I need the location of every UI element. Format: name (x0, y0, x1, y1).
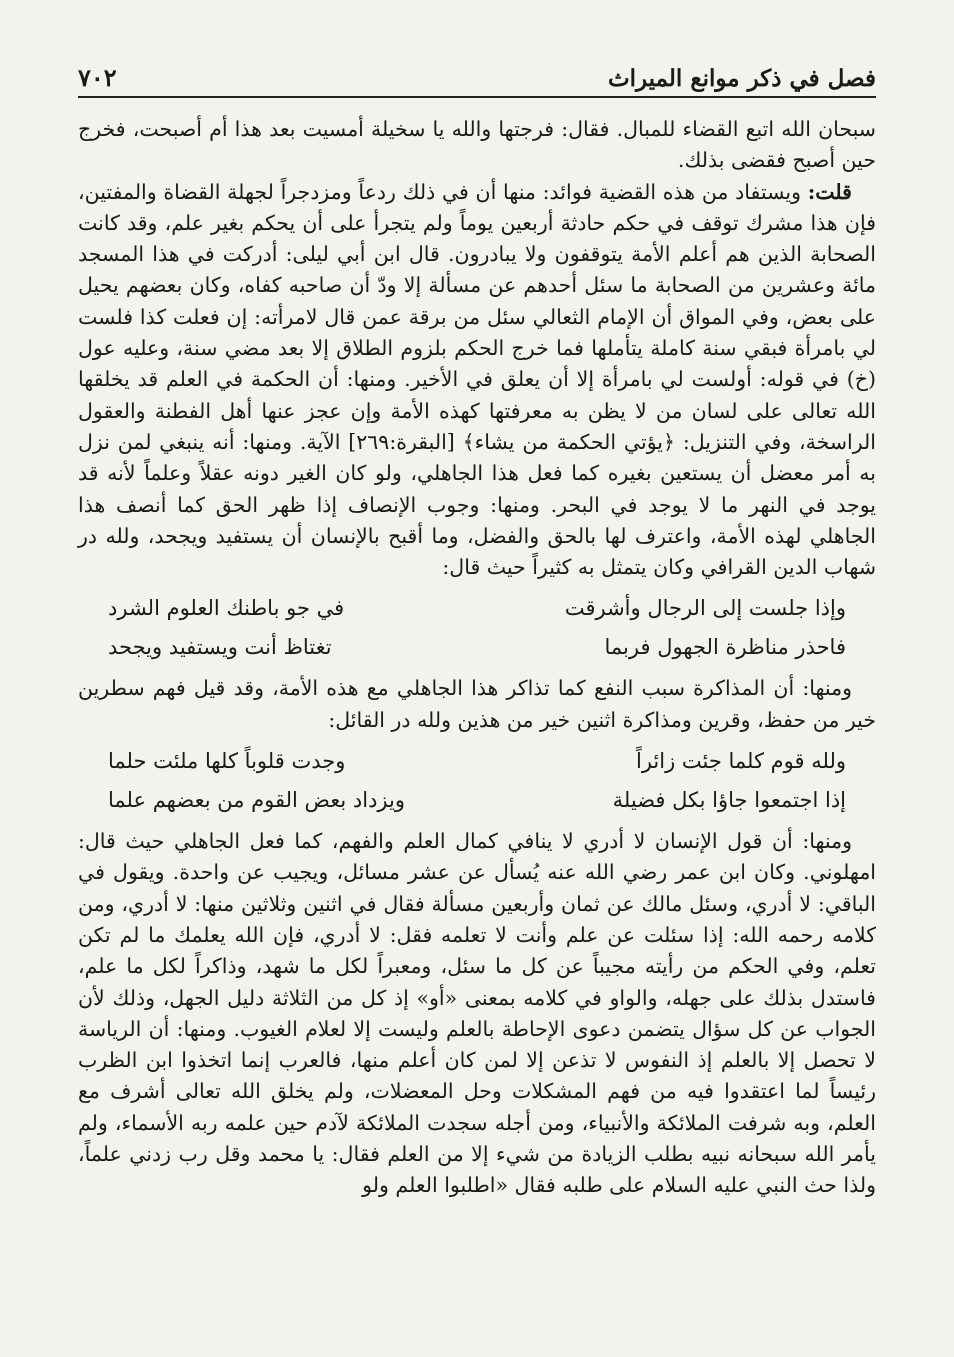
running-title: فصل في ذكر موانع الميراث (607, 65, 876, 92)
verse-line (78, 781, 876, 820)
verse-first-hemistich: وإذا جلست إلى الرجال وأشرقت (564, 596, 846, 621)
verse-first-hemistich: فاحذر مناظرة الجهول فربما (604, 635, 846, 660)
paragraph-2 (78, 177, 876, 584)
verse-second-hemistich: تغتاظ أنت ويستفيد ويجحد (108, 635, 332, 660)
verse-first-hemistich: ولله قوم كلما جئت زائراً (635, 748, 846, 773)
paragraph-3: ومنها: أن المذاكرة سبب النفع كما تذاكر هذا الجاهلي مع هذه الأمة، وقد قيل فهم سطرين خير من حفظ، وقرين ومذاكرة اثنين خير من هذين ولله در القائل: (78, 676, 876, 732)
verse-second-hemistich: وجدت قلوباً كلها ملئت حلما (108, 748, 346, 773)
poem-1 (78, 589, 876, 667)
paragraph-2-lead: قلت: (807, 179, 852, 204)
paragraph-2-text: ويستفاد من هذه القضية فوائد: منها أن في ذلك ردعاً ومزدجراً لجهلة القضاة والمفتين، فإن هذا مشرك توقف في حكم حادثة أربعين يوماً ولم يتجرأ على أن يحكم بغير علم، وقد كانت الصحابة الذين هم أعلم الأمة يتوقفون ولا يبادرون. قال ابن أبي ليلى: أدركت في هذا المسجد مائة وعشرين من الصحابة ما سئل أحدهم عن مسألة إلا ودّ أن صاحبه كفاه، وكان بعضهم يحيل على بعض، وفي المواق أن الإمام الثعالي سئل من برقة عمن قال لامرأته: إن فعلت كذا فلست لي بامرأة فبقي سنة كاملة يتأملها فما خرج الحكم بلزوم الطلاق إلا بعد مضي سنة، وعليه عول (خ) في قوله: أولست لي بامرأة إلا أن يعلق في الأخير. ومنها: أن الحكمة في العلم قد يخلقها الله تعالى على لسان من لا يظن به معرفتها كهذه الأمة وإن عجز عنها أهل الفطنة والعقول الراسخة، وفي التنزيل: ﴿يؤتي الحكمة من يشاء﴾ [البقرة:٢٦٩] الآية. ومنها: أنه ينبغي لمن نزل به أمر معضل أن يستعين بغيره كما فعل هذا الجاهلي، ولو كان الغير دونه عقلاً وعلماً لأنه قد يوجد في النهر ما لا يوجد في البحر. ومنها: وجوب الإنصاف إذا ظهر الحق كما أنصف هذا الجاهلي لهذه الأمة، واعترف لها بالحق والفضل، وما أقبح بالإنسان أن يستفيد ويجحد، ولله در شهاب الدين القرافي وكان يتمثل به كثيراً حيث قال: (78, 179, 876, 580)
paragraph-4: ومنها: أن قول الإنسان لا أدري لا ينافي كمال العلم والفهم، كما فعل الجاهلي حيث قال: امهلوني. وكان ابن عمر رضي الله عنه يُسأل عن عشر مسائل، ويجيب عن واحدة. ويقول في الباقي: لا أدري، وسئل مالك عن ثمان وأربعين مسألة فقال في اثنين وثلاثين منها: لا أدري، ومن كلامه رحمه الله: إذا سئلت عن علم وأنت لا تعلمه فقل: لا أدري، فإن الله يعلمك ما لم تكن تعلم، وفي الحكم من رأيته مجيباً عن كل ما سئل، ومعبراً لكل ما شهد، وذاكراً لكل ما علم، فاستدل بذلك على جهله، والواو في كلامه بمعنى «أو» إذ كل من الثلاثة دليل الجهل، وذلك لأن الجواب عن كل سؤال يتضمن دعوى الإحاطة بالعلم وليست إلا لعلام الغيوب. ومنها: أن الرياسة لا تحصل إلا بالعلم إذ النفوس لا تذعن إلا لمن كان أعلم منها، فالعرب إنما اتخذوا ابن الظرب رئيساً لما اعتقدوا فيه من فهم المشكلات وحل المعضلات، ولم يخلق الله تعالى أشرف مع العلم، وبه شرفت الملائكة والأنبياء، ومن أجله سجدت الملائكة لآدم حين علمه ربه الأسماء، ولم يأمر الله سبحانه نبيه بطلب الزيادة من شيء إلا من العلم فقال: يا محمد وقل رب زدني علماً، ولذا حث النبي عليه السلام على طلبه فقال «اطلبوا العلم ولو (78, 829, 876, 1198)
verse-line (78, 628, 876, 667)
page-number: ٧٠٢ (78, 63, 117, 92)
verse-line (78, 742, 876, 781)
verse-line (78, 589, 876, 628)
body-text (78, 114, 876, 1202)
verse-second-hemistich: ويزداد بعض القوم من بعضهم علما (108, 787, 405, 812)
verse-second-hemistich: في جو باطنك العلوم الشرد (108, 596, 345, 621)
poem-2 (78, 742, 876, 820)
page-header (78, 48, 876, 98)
paragraph-1: سبحان الله اتبع القضاء للمبال. فقال: فرجتها والله يا سخيلة أمسيت بعد هذا أم أصبحت، فخرج حين أصبح فقضى بذلك. (78, 117, 876, 173)
verse-first-hemistich: إذا اجتمعوا جاؤا بكل فضيلة (612, 787, 846, 812)
